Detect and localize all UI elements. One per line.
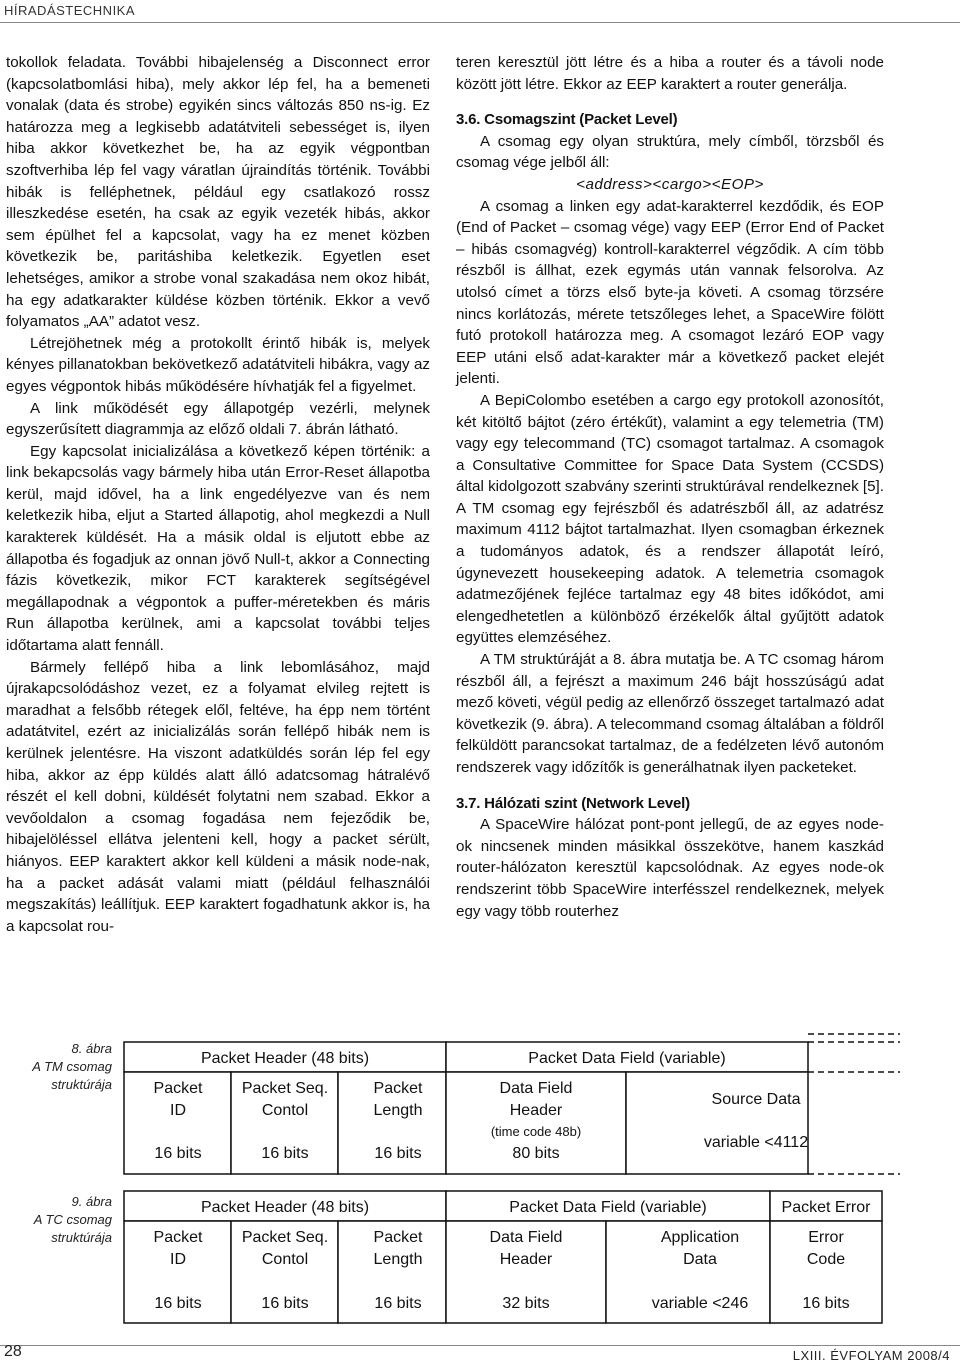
journal-title: HÍRADÁSTECHNIKA <box>4 3 136 18</box>
svg-text:16 bits: 16 bits <box>261 1295 309 1312</box>
svg-text:Packet Seq.: Packet Seq. <box>241 1080 329 1097</box>
svg-text:Header: Header <box>499 1251 553 1268</box>
svg-text:Contol: Contol <box>261 1251 309 1268</box>
figure-8-tm-packet <box>0 1030 960 1180</box>
figure-caption: 9. ábra A TC csomag struktúrája <box>33 1194 112 1245</box>
packet-header-label: Packet Header (48 bits) <box>200 1199 370 1216</box>
svg-text:Packet: Packet <box>153 1229 203 1246</box>
svg-text:Data: Data <box>683 1251 717 1268</box>
svg-text:Packet: Packet <box>373 1080 423 1097</box>
svg-text:Contol: Contol <box>261 1102 309 1119</box>
packet-data-label: Packet Data Field (variable) <box>528 1050 726 1067</box>
paragraph: A BepiColombo esetében a cargo egy protokoll azonosítót, két kitöltő bájtot (zéro értékűt), valamint a egy telemetria (TM) vagy egy telecommand (TC) csomagot tartalmaz. A csomagok a Consultative Committee for Space Data System (CCSDS) által kidolgozott szabvány szerinti struktúrával rendelkeznek [5]. A TM csomag egy fejrészből és adatrészből áll, az adatrész maximum 4112 bájtot tartalmazhat. Ilyen csomagban érkeznek a tudományos adatok, és a rendszer állapotát leíró, úgynevezett housekeeping adatok. A telemetria csomagok adatmezőjének fejléce tartalmaz egy 48 bites időkódot, ami elengedhetetlen a különböző érzékelők által gyűjtött adatok együttes elemzéséhez. <box>456 391 884 647</box>
paragraph: Létrejöhetnek még a protokollt érintő hibák is, melyek kényes pillanatokban bekövetkező adatátviteli hibákra, vagy az egyes végpontok hibás működésére hívhatják fel a figyelmet. <box>6 334 430 395</box>
paragraph: A csomag a linken egy adat-karakterrel kezdődik, és EOP (End of Packet – csomag vége) vagy EEP (Error End of Packet – hibás csomagvég) kontroll-karakterrel végződik. A cím több részből is állhat, ezek egymás után vannak felsorolva. Az utolsó címet a törzs első byte-ja követi. A csomag törzsére nincs korlátozás, mérete tetszőleges lehet, a SpaceWire fölött futó protokoll határozza meg. A csomagot lezáró EOP vagy EEP utáni első adat-karakter már a következő packet elejét jelenti. <box>456 197 884 388</box>
svg-text:16 bits: 16 bits <box>802 1295 850 1312</box>
paragraph: A csomag egy olyan struktúra, mely címből, törzsből és csomag vége jelből áll: <box>456 132 884 172</box>
figure-9-tc-packet <box>0 1183 960 1333</box>
svg-text:16 bits: 16 bits <box>374 1145 422 1162</box>
packet-error-label: Packet Error <box>781 1199 871 1216</box>
svg-text:16 bits: 16 bits <box>154 1295 202 1312</box>
svg-text:32 bits: 32 bits <box>502 1295 550 1312</box>
svg-text:Packet: Packet <box>153 1080 203 1097</box>
section-heading: 3.7. Hálózati szint (Network Level) <box>456 794 690 812</box>
svg-text:Data Field: Data Field <box>499 1080 573 1097</box>
svg-text:Code: Code <box>806 1251 846 1268</box>
paragraph: A link működését egy állapotgép vezérli, melynek egyszerűsített diagrammja az előző oldali 7. ábrán látható. <box>6 399 430 439</box>
paragraph: A TM struktúráját a 8. ábra mutatja be. A TC csomag három részből áll, a fejrészt a maximum 246 bájt hosszúságú adat mező követi, végül pedig az ellenőrző összeget tartalmazó adat következik (9. ábra). A telecommand csomag általában a földről felküldött parancsokat tartalmaz, de a fedélzeten lévő autonóm rendszerek vagy időzítők is generálhatnak ilyen packeteket. <box>456 651 884 776</box>
svg-text:(time code 48b): (time code 48b) <box>490 1124 582 1139</box>
packet-data-label: Packet Data Field (variable) <box>509 1199 707 1216</box>
tm-packet-diagram <box>0 1030 960 1180</box>
svg-text:16 bits: 16 bits <box>374 1295 422 1312</box>
paragraph: teren keresztül jött létre és a hiba a router és a távoli node között jött létre. Ekkor az EEP karaktert a router generálja. <box>456 54 884 93</box>
footer-rule <box>0 1345 960 1346</box>
paragraph: Egy kapcsolat inicializálása a következő képen történik: a link bekapcsolás vagy bármely hiba után Error-Reset állapotba kerül, majd idővel, ha a link engedélyezve van és nem keletkezik hiba, eljut a Started állapotig, ahol megkezdi a Null karakterek küldését. Ha a másik oldal is eljutott ebbe az állapotba és fogadjuk az onnan jövő Null-t, akkor a Connecting fázis következik, mikor FCT karakterek segítségével megállapodnak a végpontok a puffer-méretekben és máris Run állapotba kerülnek, ami a kapcsolat további teljes időtartama alatt fennáll. <box>6 442 430 655</box>
packet-formula: <address><cargo><EOP> <box>576 175 764 193</box>
svg-text:16 bits: 16 bits <box>154 1145 202 1162</box>
left-column <box>6 52 430 937</box>
svg-text:Length: Length <box>373 1251 423 1268</box>
running-header <box>0 0 960 23</box>
paragraph: tokollok feladata. További hibajelenség a Disconnect error (kapcsolatbomlási hiba), mely akkor lép fel, ha a bemeneti vonalak (data és strobe) egyikén sincs változás 850 ns-ig. Ez határozza meg a legkisebb adatátviteli sebességet is, ilyen hiba akkor következhet be, ha az egyik végpontban szoftverhiba lép fel vagy váratlan újraindítás történik. További hibák is felléphetnek, például egy csatlakozó rossz illeszkedése esetén, ha csak az egyik vezeték hibás, akkor sem épülhet fel a kapcsolat, vagy ha ez menet közben következik be, paritáshiba keletkezik. Egyetlen eset lehetséges, amikor a strobe vonal szakadása nem okoz hibát, ha egy adatkarakter küldése közben történik. Ekkor a vevő folyamatos „AA” adatot vesz. <box>6 54 430 331</box>
svg-text:Length: Length <box>373 1102 423 1119</box>
svg-text:Data Field: Data Field <box>489 1229 563 1246</box>
section-heading: 3.6. Csomagszint (Packet Level) <box>456 111 678 129</box>
svg-text:variable <246: variable <246 <box>651 1295 749 1312</box>
svg-text:ID: ID <box>170 1251 186 1268</box>
svg-text:Packet: Packet <box>373 1229 423 1246</box>
tc-packet-diagram <box>0 1183 960 1333</box>
paragraph: Bármely fellépő hiba a link lebomlásához, majd újrakapcsolódáshoz vezet, ez a folyamat elvileg rejtett is maradhat a felsőbb rétegek elől, feltéve, ha épp nem történt adatátvitel, ezért az inicializálás során fellépő hibák nem is kerülnek jelentésre. Ha viszont adatküldés során lép fel egy hiba, akkor az épp küldés alatt álló adatcsomag hátralévő részét el kell dobni, küldését folytatni nem szabad. Ekkor a vevőoldalon a csomag fogadása nem fejeződik be, hibajelöléssel ellátva jelenteni kell, hogy a packet sérült, hiányos. EEP karaktert akkor kell küldeni a másik node-nak, ha a packet adását valami miatt (például felhasználói megszakítás) leállítjuk. EEP karaktert fogadhatunk akkor is, ha a kapcsolat rou- <box>6 658 430 935</box>
svg-text:Application: Application <box>660 1229 740 1246</box>
issue-label: LXIII. ÉVFOLYAM 2008/4 <box>792 1348 950 1363</box>
svg-text:Source Data: Source Data <box>711 1091 801 1108</box>
svg-text:80 bits: 80 bits <box>512 1145 560 1162</box>
right-column <box>456 52 884 922</box>
svg-text:ID: ID <box>170 1102 186 1119</box>
svg-text:16 bits: 16 bits <box>261 1145 309 1162</box>
svg-text:Packet Seq.: Packet Seq. <box>241 1229 329 1246</box>
packet-header-label: Packet Header (48 bits) <box>200 1050 370 1067</box>
svg-text:variable <4112: variable <4112 <box>703 1134 809 1151</box>
svg-text:Header: Header <box>509 1102 563 1119</box>
page-number: 28 <box>4 1343 22 1360</box>
svg-text:Error: Error <box>808 1229 844 1246</box>
paragraph: A SpaceWire hálózat pont-pont jellegű, de az egyes node-ok nincsenek minden másikkal összekötve, hanem kaszkád router-hálózaton keresztül kapcsolódnak. Az egyes node-ok rendszerint több SpaceWire interfésszel rendelkeznek, melyek egy vagy több routerhez <box>456 816 884 920</box>
figure-caption: 8. ábra A TM csomag struktúrája <box>32 1041 112 1092</box>
